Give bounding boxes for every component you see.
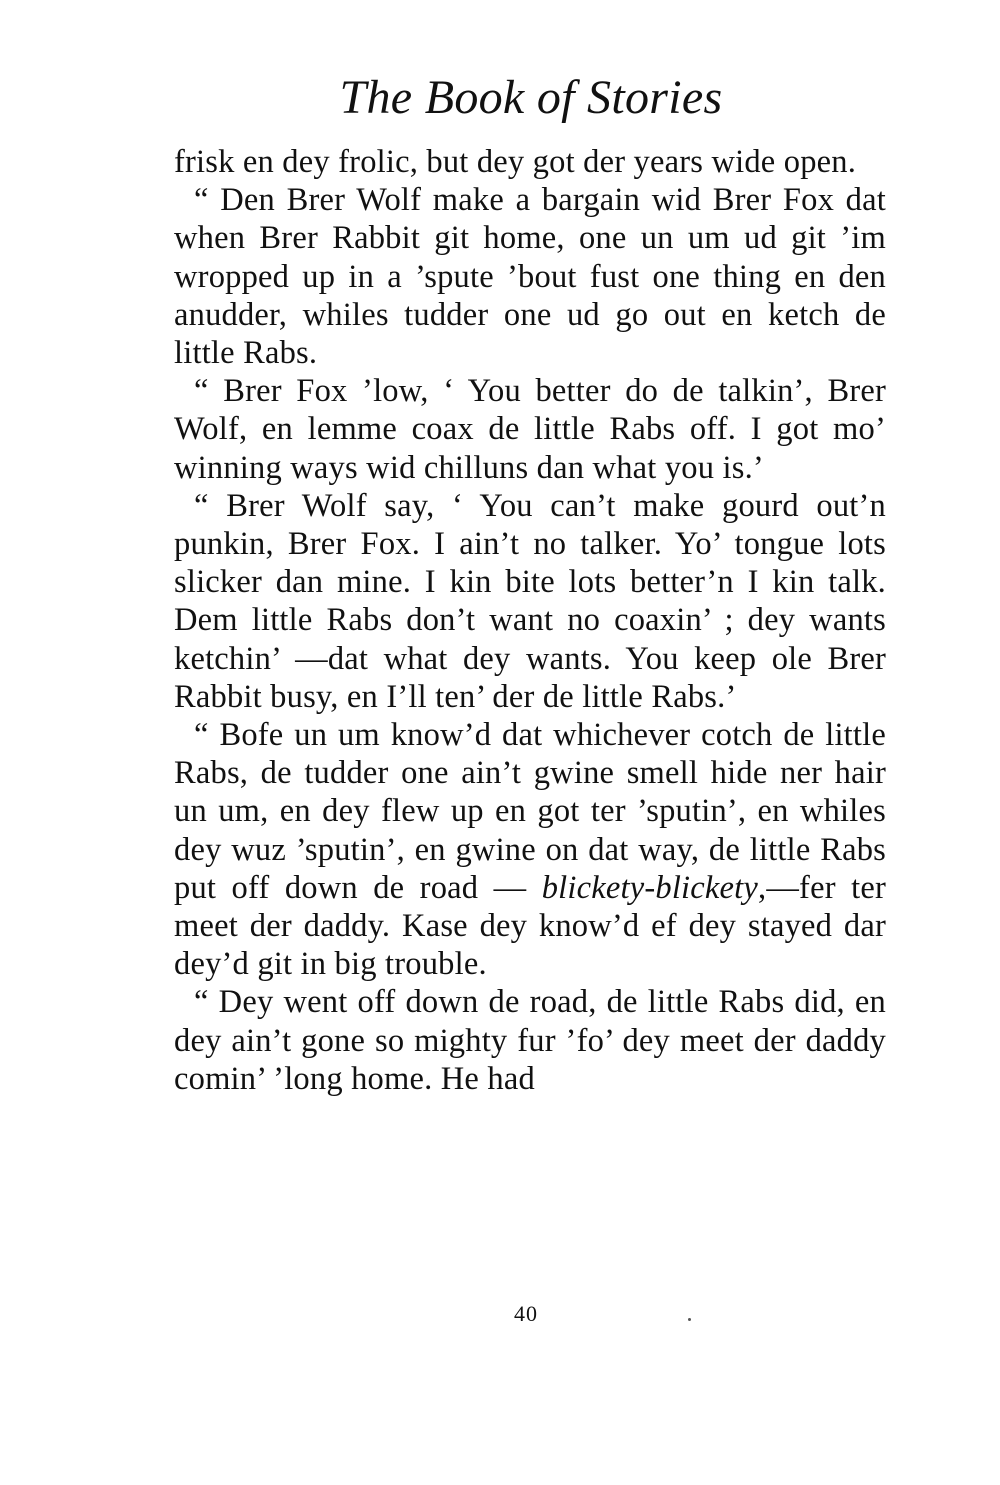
running-head-title: The Book of Stories (339, 71, 723, 124)
paragraph-wolf-replies: “ Brer Wolf say, ‘ You can’t make gourd out’n punkin, Brer Fox. I ain’t no talker. Yo’ tongue lots slicker dan mine. I kin bite lots better’n I kin talk. Dem little Rabs don’t want no coaxin’ ; dey wants ketchin’ —dat what dey wants. You keep ole Brer Rabbit busy, en I’ll ten’ der de little Rabs.’ (174, 487, 886, 715)
paragraph-fox-speaks: “ Brer Fox ’low, ‘ You better do de talkin’, Brer Wolf, en lemme coax de little Rabs off. I got mo’ winning ways wid chilluns dan what you is.’ (174, 373, 886, 486)
paragraph-continuation: frisk en dey frolic, but dey got der years wide open. (174, 144, 857, 180)
paragraph-meet-daddy: “ Dey went off down de road, de little Rabs did, en dey ain’t gone so mighty fur ’fo’ dey meet der daddy comin’ ’long home. He had (174, 984, 886, 1097)
body-text (174, 143, 886, 1098)
paragraph-rabs-escape-tail: ,—fer ter meet der daddy. Kase dey know’d ef dey stayed dar dey’d git in big trouble. (174, 869, 886, 983)
page-number: 40 (514, 1301, 538, 1326)
print-speck (688, 1318, 691, 1321)
paragraph-rabs-escape (174, 716, 886, 983)
paragraph-rabs-escape-lead: “ Bofe un um know’d dat whichever cotch de little Rabs, de tudder one ain’t gwine smell hide ner hair un um, en dey flew up en got ter ’sputin’, en whiles dey wuz ’sputin’, en gwine on dat way, de little Rabs put off down de road — (174, 717, 886, 906)
paragraph-wolf-bargain: “ Den Brer Wolf make a bargain wid Brer Fox dat when Brer Rabbit git home, one un um ud git ’im wropped up in a ’spute ’bout fust one thing en den anudder, whiles tudder one ud go out en ketch de little Rabs. (174, 182, 886, 372)
italic-phrase: blickety-blickety (541, 869, 759, 906)
